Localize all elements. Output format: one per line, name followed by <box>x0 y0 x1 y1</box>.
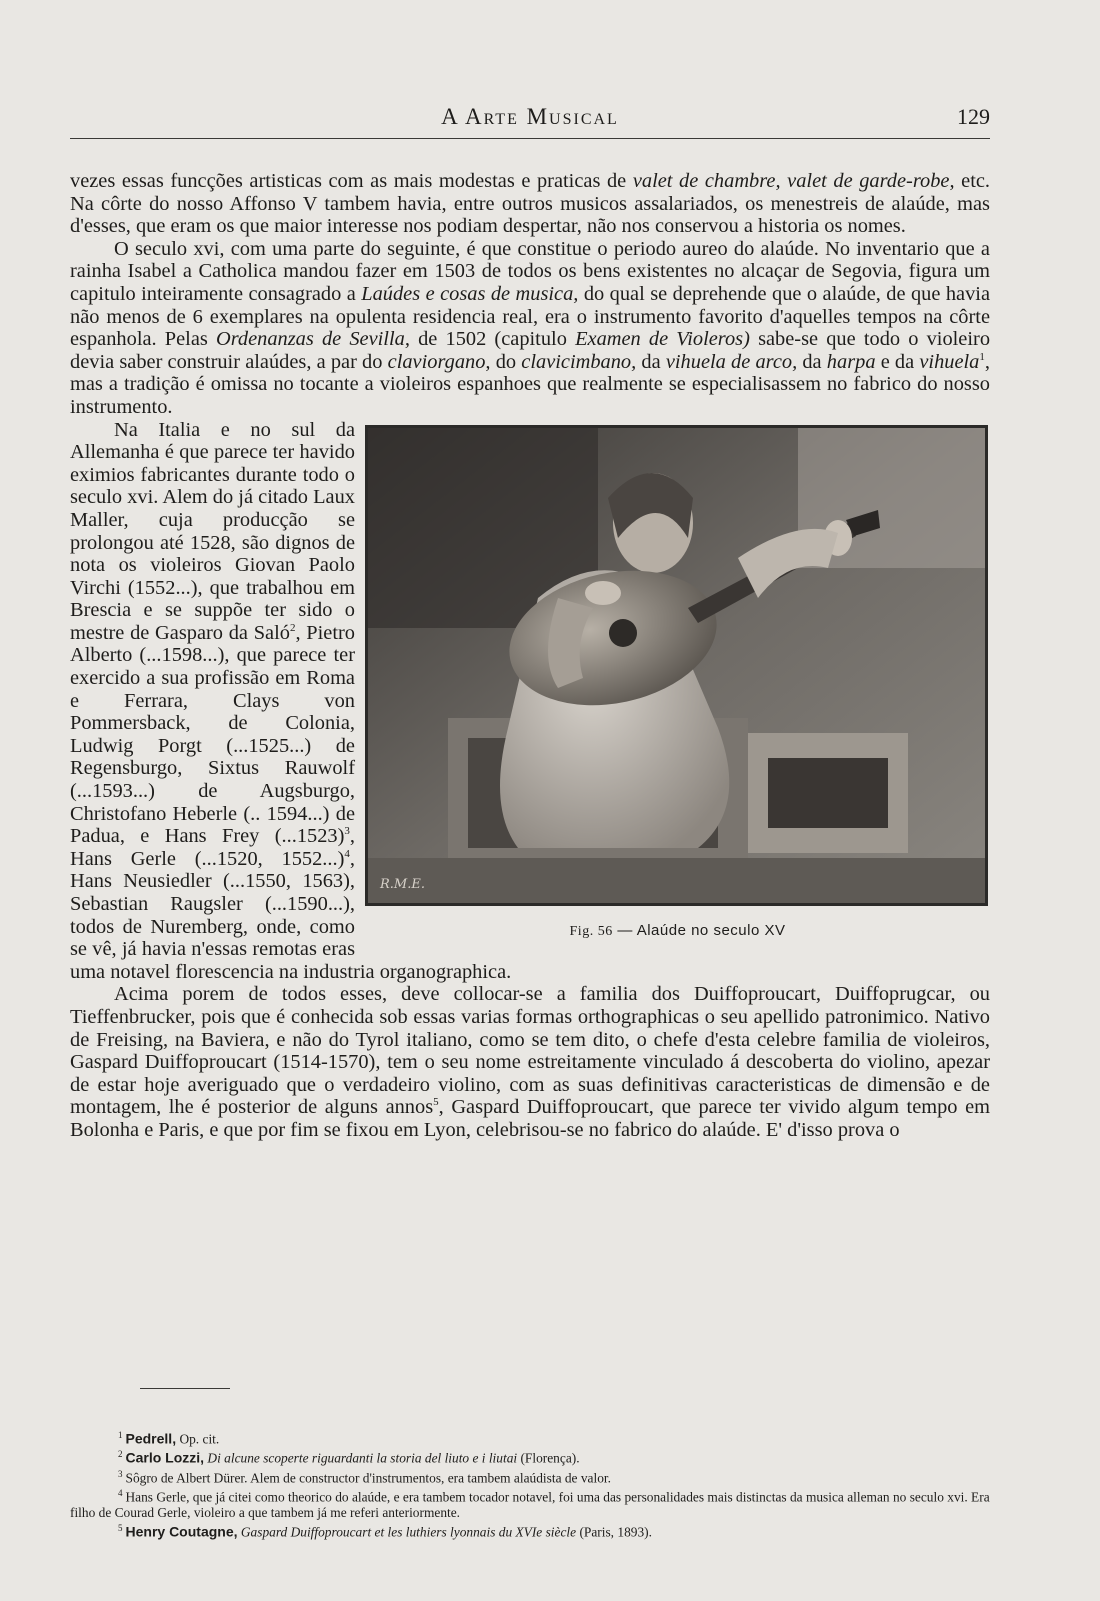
paragraph-1: vezes essas funcções artisticas com as mais modestas e praticas de valet de chambre, valet de garde-robe, etc. Na côrte do nosso Affonso V tambem havia, entre outros musicos assalariados, os menestreis de alaúde, mas d'esses, que eram os que maior interesse nos podiam despertar, não nos conservou a historia os nomes. <box>70 170 991 238</box>
footnote-ref-5: 5 <box>433 1096 439 1109</box>
paragraph-2: O seculo xvi, com uma parte do seguinte, é que constitue o periodo aureo do alaúde. No inventario que a rainha Isabel a Catholica mandou fazer em 1503 de todos os bens existentes no alcaçar de Segovia, figura um capitulo inteiramente consagrado a Laúdes e cosas de musica, do qual se deprehende que o alaúde, de que havia não menos de 6 exemplares na opulenta residencia real, era o instrumento favorito d'aquelles tempos na côrte espanhola. Pelas Ordenanzas de Sevilla, de 1502 (capitulo Examen de Violeros) sabe-se que todo o violeiro devia saber construir alaúdes, a par do claviorgano, do clavicimbano, da vihuela de arco, da harpa e da vihuela$^1$, mas a tradição é omissa no tocante a violeiros espanhoes que realmente se especialisassem no fabrico do nosso instrumento. <box>70 237 991 418</box>
page-number: 129 <box>957 104 990 129</box>
footnote-3: $^3$ Sôgro de Albert Dürer. Alem de constructor d'instrumentos, era tambem alaúdista de valor. <box>118 1468 611 1485</box>
figure-lute-player <box>365 425 990 944</box>
footnotes <box>70 1428 990 1540</box>
footnote-ref-3: 3 <box>344 825 350 838</box>
figure-caption: Fig. 56 — Alaúde no seculo XV <box>569 921 786 939</box>
footnote-4: $^4$ Hans Gerle, que já citei como theorico do alaúde, e era tambem tocador notavel, foi uma das personalidades mais distinctas da musica alleman no seculo xvi. Era filho de Courad Gerle, violeiro a que tambem já me referi anteriormente. <box>70 1487 990 1521</box>
footnote-ref-2: 2 <box>289 622 296 635</box>
footnote-2: $^2$ Carlo Lozzi, Di alcune scoperte riguardanti la storia del liuto e i liutai (Florença). <box>118 1449 580 1466</box>
footnote-1: $^1$ Pedrell, Op. cit. <box>118 1430 220 1447</box>
footnote-5: $^5$ Henry Coutagne, Gaspard Duiffoproucart et les luthiers lyonnais du XVIe siècle (Paris, 1893). <box>118 1522 652 1540</box>
lute-player-illustration <box>368 428 985 903</box>
article-body <box>70 170 990 1142</box>
journal-title: A Arte Musical <box>441 104 619 129</box>
footnote-ref-4: 4 <box>344 848 350 861</box>
footnote-divider <box>140 1388 230 1389</box>
running-header <box>70 104 990 139</box>
figure-image <box>365 425 988 906</box>
paragraph-3: Na Italia e no sul da Allemanha é que parece ter havido eximios fabricantes durante todo o seculo xvi. Alem do já citado Laux Maller, cuja producção se prolongou até 1528, são dignos de nota os violeiros Giovan Paolo Virchi (1552...), que trabalhou em Brescia e se suppõe ter sido o mestre de Gasparo da Saló$^2$, Pietro Alberto (...1598...), que parece ter exercido a sua profissão em Roma e Ferrara, Clays von Pommersback, de Colonia, Ludwig Porgt (...1525...) de Regensburgo, Sixtus Rauwolf (...1593...) de Augsburgo, Christofano Heberle (.. 1594...) de Padua, e Hans Frey $(...1523)^3$, Hans Gerle (...1520, 1552...)$^4$, Hans Neusiedler (...1550, 1563), Sebastian Raugsler (...1590...), todos de Nuremberg, onde, como se vê, já havia n'essas remotas eras uma notavel florescencia na industria organographica. <box>70 418 512 983</box>
artist-signature: R.M.E. <box>380 876 425 892</box>
paragraph-4: Acima porem de todos esses, deve collocar-se a familia dos Duiffoproucart, Duiffoprugcar, ou Tieffenbrucker, pois que é conhecida sob essas varias formas orthographicas o seu apellido patronimico. Nativo de Freising, na Baviera, e não do Tyrol italiano, como se tem dito, o chefe d'esta celebre familia de violeiros, Gaspard Duiffoproucart (1514-1570), tem o seu nome estreitamente vinculado á descoberta do violino, apezar de estar hoje averiguado que o verdadeiro violino, com as suas definitivas caracteristicas de dimensão e de montagem, lhe é posterior de alguns annos$^5$, Gaspard Duiffoproucart, que parece ter vivido algum tempo em Bolonha e Paris, e que por fim se fixou em Lyon, celebrisou-se no fabrico do alaúde. E' d'isso prova o <box>70 983 990 1141</box>
footnote-ref-1: 1 <box>979 350 985 363</box>
